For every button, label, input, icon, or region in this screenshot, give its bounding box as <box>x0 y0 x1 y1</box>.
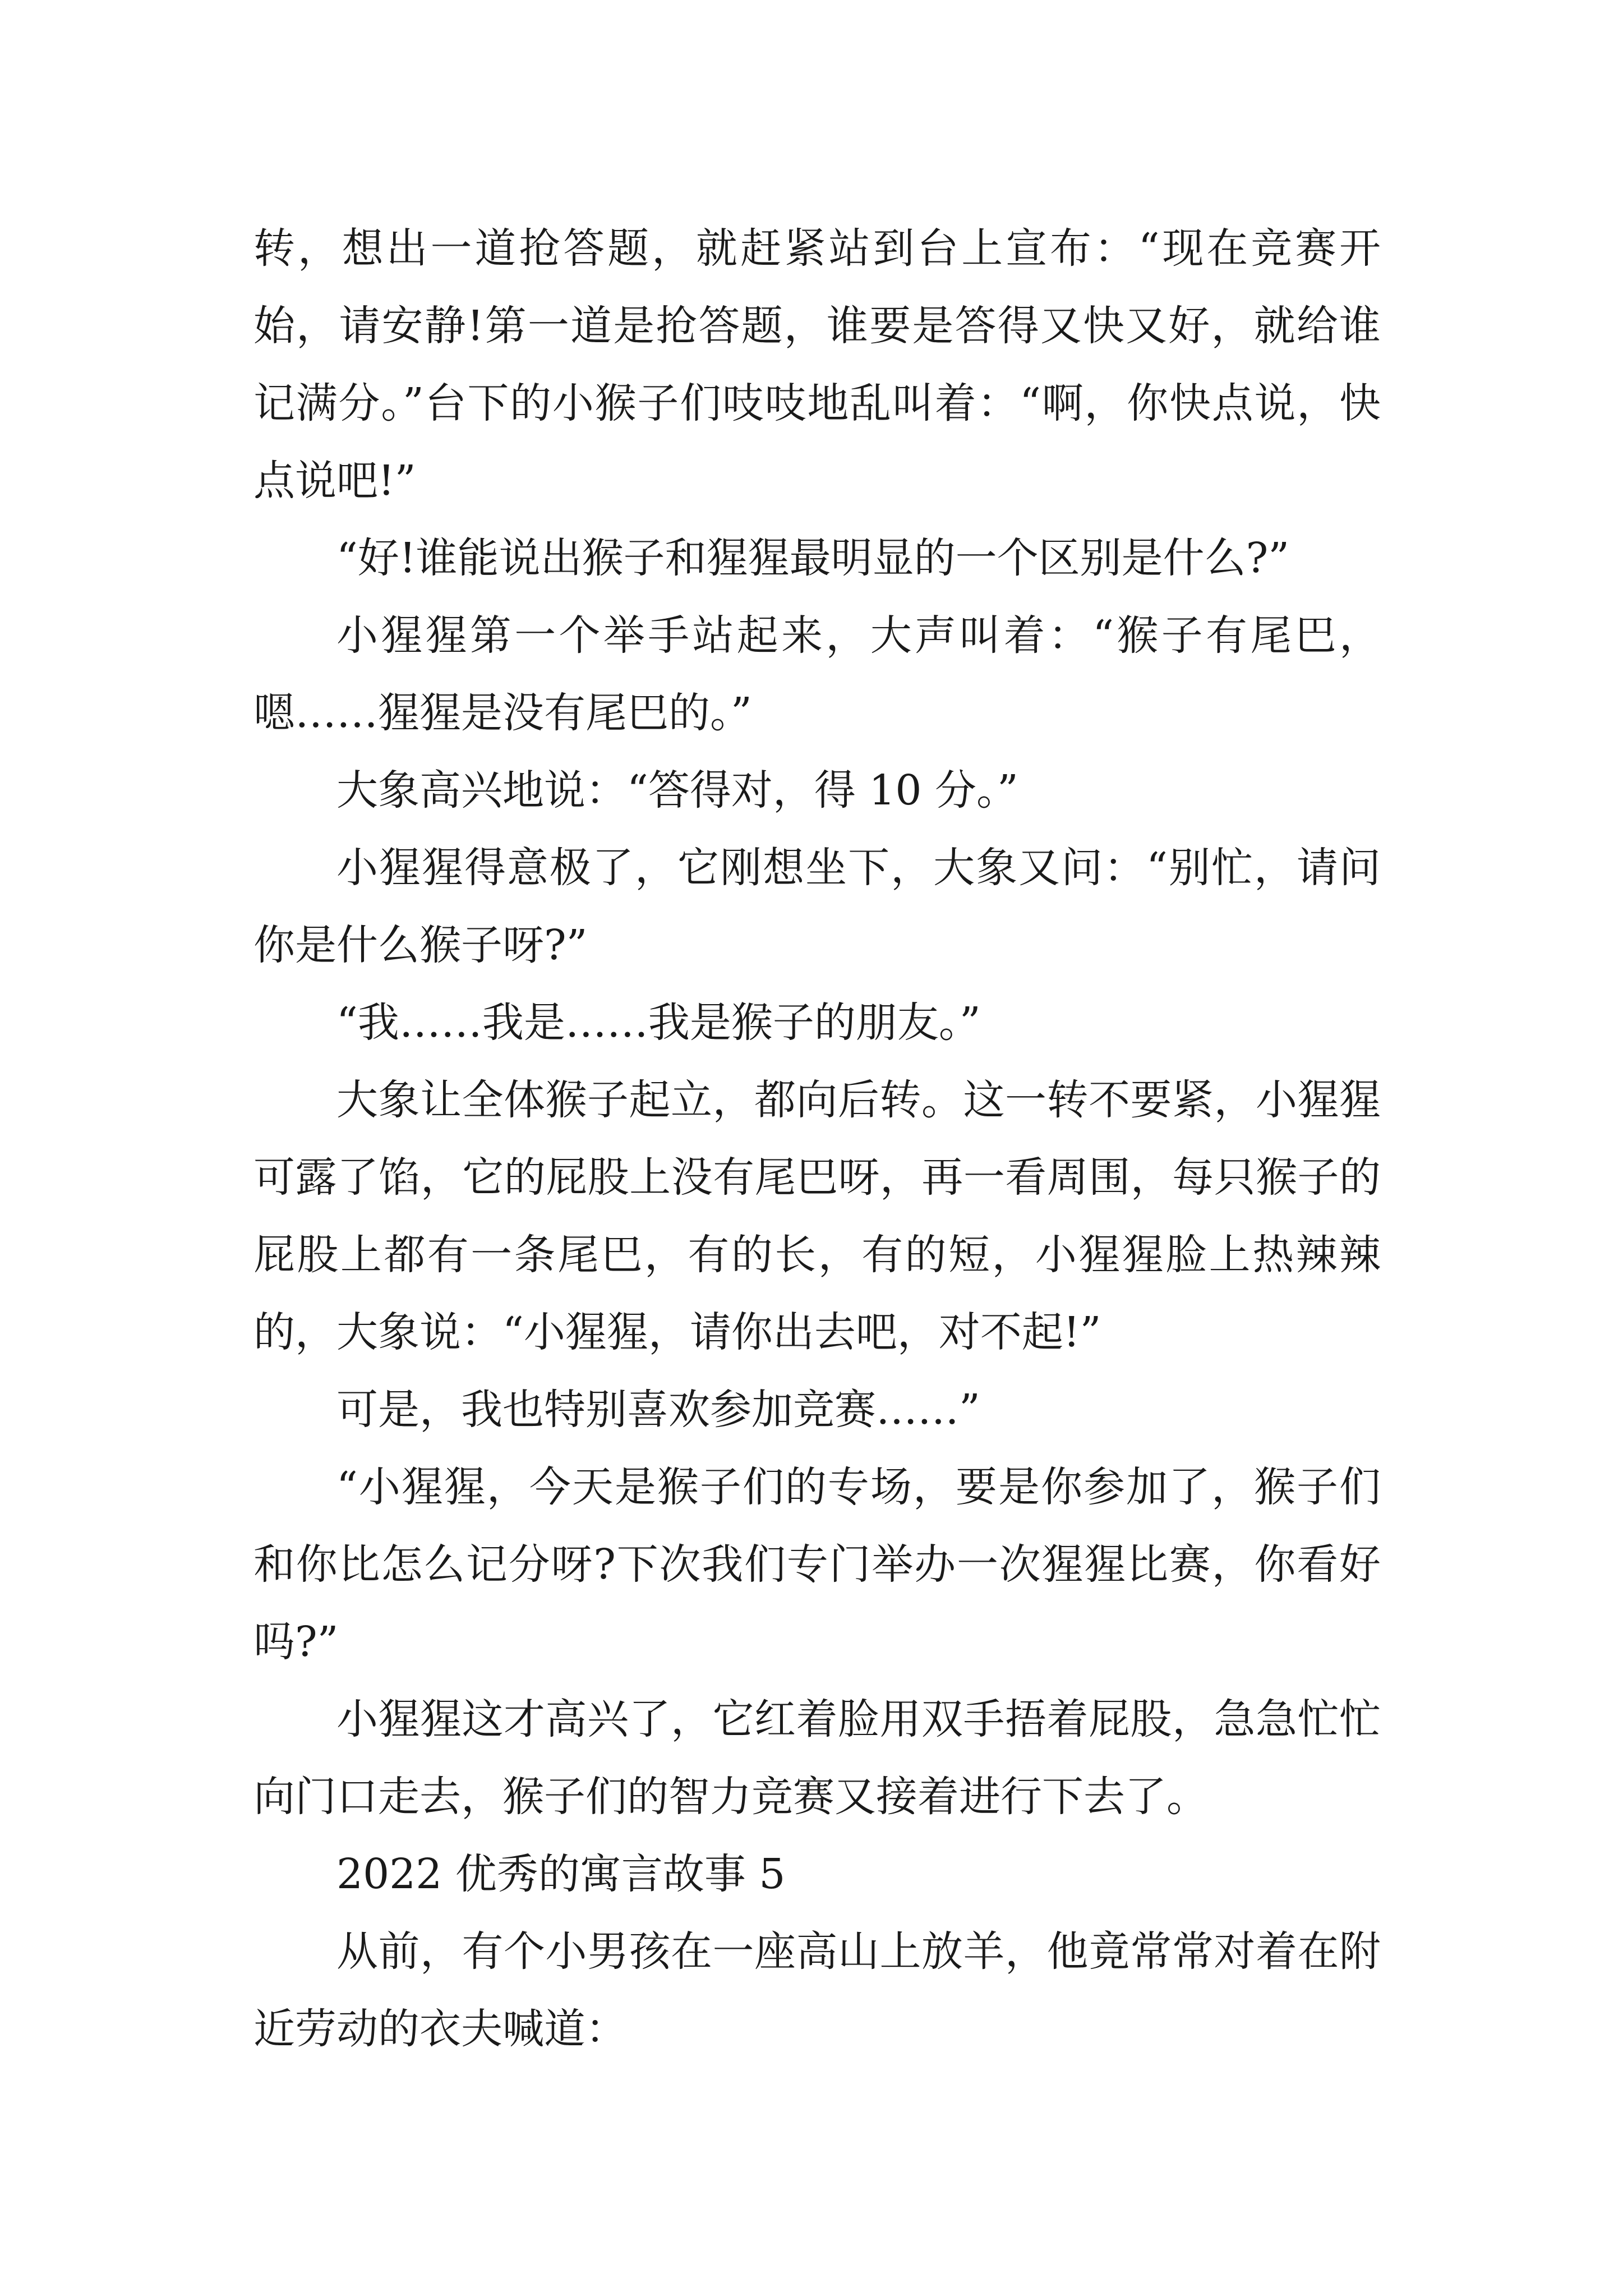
paragraph-8: 可是，我也特别喜欢参加竞赛……” <box>336 1386 980 1434</box>
paragraph-6: “我……我是……我是猴子的朋友。” <box>336 999 981 1047</box>
paragraph-7: 大象让全体猴子起立，都向后转。这一转不要紧，小猩猩可露了馅，它的屁股上没有尾巴呀，再一看周围，每只猴子的屁股上都有一条尾巴，有的长，有的短，小猩猩脸上热辣辣的，大象说：“小猩猩，请你出去吧，对不起!” <box>253 1076 1381 1356</box>
paragraph-2: “好!谁能说出猴子和猩猩最明显的一个区别是什么?” <box>336 534 1290 582</box>
paragraph-1: 转，想出一道抢答题，就赶紧站到台上宣布：“现在竞赛开始，请安静!第一道是抢答题，谁要是答得又快又好，就给谁记满分。”台下的小猴子们吱吱地乱叫着：“啊，你快点说，快点说吧!” <box>253 224 1381 505</box>
paragraph-11: 从前，有个小男孩在一座高山上放羊，他竟常常对着在附近劳动的衣夫喊道： <box>253 1927 1381 2053</box>
paragraph-5: 小猩猩得意极了，它刚想坐下，大象又问：“别忙，请问你是什么猴子呀?” <box>253 844 1381 969</box>
section-heading: 2022 优秀的寓言故事 5 <box>336 1850 786 1898</box>
paragraph-10: 小猩猩这才高兴了，它红着脸用双手捂着屁股，急急忙忙向门口走去，猴子们的智力竞赛又接着进行下去了。 <box>253 1695 1381 1821</box>
body-text <box>253 210 1381 2068</box>
paragraph-9: “小猩猩，今天是猴子们的专场，要是你参加了，猴子们和你比怎么记分呀?下次我们专门举办一次猩猩比赛，你看好吗?” <box>253 1463 1381 1666</box>
paragraph-3: 小猩猩第一个举手站起来，大声叫着：“猴子有尾巴，嗯……猩猩是没有尾巴的。” <box>253 611 1381 737</box>
paragraph-4: 大象高兴地说：“答得对，得 10 分。” <box>336 766 1018 815</box>
